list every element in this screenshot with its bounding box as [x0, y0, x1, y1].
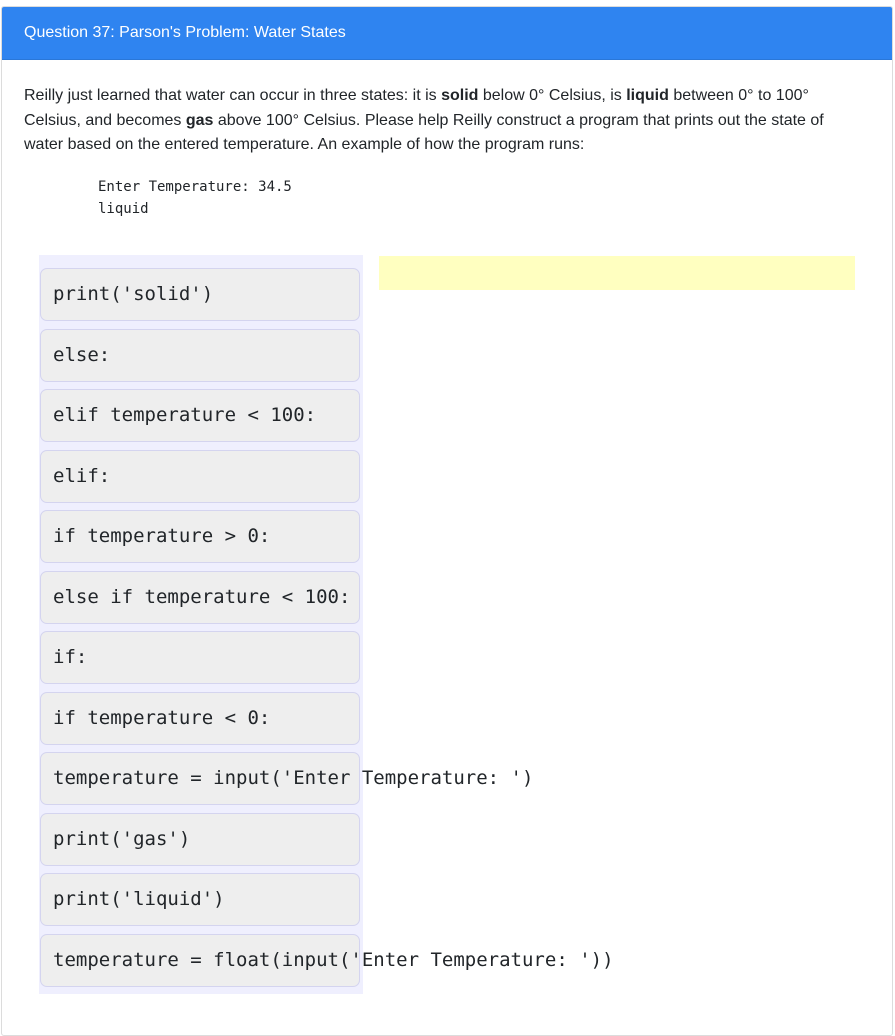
code-block[interactable]: print('gas'): [40, 813, 360, 866]
question-body: [2, 60, 892, 220]
source-blocks-area[interactable]: [39, 255, 614, 994]
code-block[interactable]: print('solid'): [40, 268, 360, 321]
code-block[interactable]: else:: [40, 329, 360, 382]
prompt-bold-solid: solid: [441, 87, 479, 104]
code-block[interactable]: else if temperature < 100:: [40, 571, 360, 624]
question-header: [2, 7, 892, 60]
sample-line-input: Enter Temperature: 34.5: [98, 178, 292, 195]
prompt-bold-gas: gas: [185, 111, 214, 129]
code-block[interactable]: elif:: [40, 450, 360, 503]
code-block[interactable]: temperature = input('Enter Temperature: '): [40, 752, 360, 805]
code-block[interactable]: temperature = float(input('Enter Temperature: ')): [40, 934, 360, 987]
answer-drop-area[interactable]: [379, 256, 855, 290]
code-block[interactable]: elif temperature < 100:: [40, 389, 360, 442]
sample-run-output: [98, 176, 870, 220]
prompt-text-4: above 100° Celsius. Please help Reilly construct a program that prints out the state of water based on the entered temperature. An example of how the program runs:: [24, 111, 824, 153]
code-block[interactable]: if temperature > 0:: [40, 510, 360, 563]
prompt-text-3: between 0° to 100° Celsius, and becomes: [24, 87, 809, 129]
prompt-text-2: below 0° Celsius, is: [478, 87, 627, 104]
problem-description: [24, 84, 864, 158]
code-block[interactable]: print('liquid'): [40, 873, 360, 926]
sample-line-output: liquid: [98, 200, 149, 217]
code-block[interactable]: if:: [40, 631, 360, 684]
prompt-bold-liquid: liquid: [626, 87, 669, 104]
code-block[interactable]: if temperature < 0:: [40, 692, 360, 745]
prompt-text-1: Reilly just learned that water can occur in three states: it is: [24, 87, 442, 104]
question-title: Question 37: Parson's Problem: Water States: [24, 24, 346, 41]
